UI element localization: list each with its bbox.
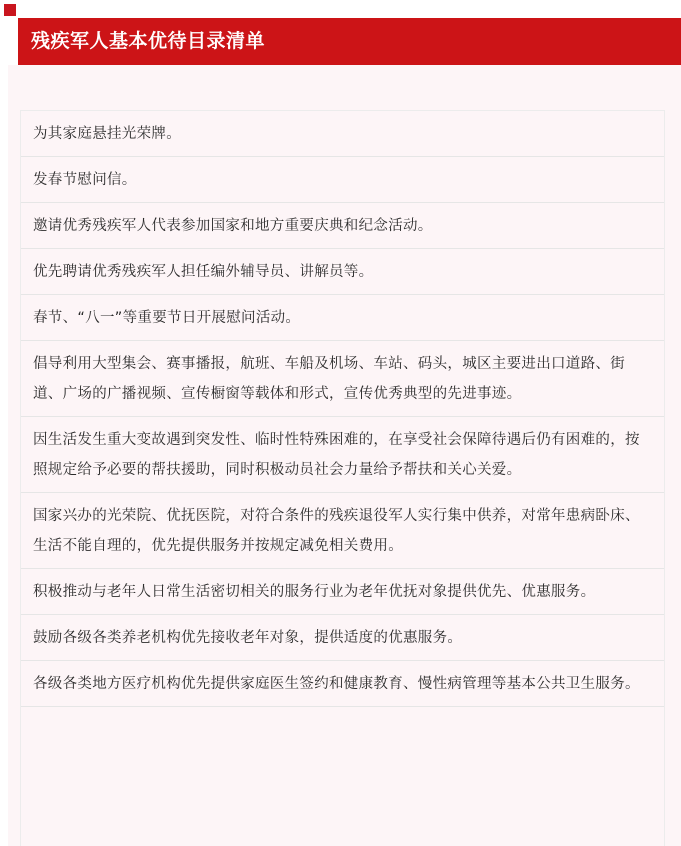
list-item: 为其家庭悬挂光荣牌。 [21, 111, 664, 157]
list-item: 各级各类地方医疗机构优先提供家庭医生签约和健康教育、慢性病管理等基本公共卫生服务。 [21, 661, 664, 707]
section-title: 残疾军人基本优待目录清单 [31, 30, 266, 52]
list-item: 积极推动与老年人日常生活密切相关的服务行业为老年优抚对象提供优先、优惠服务。 [21, 569, 664, 615]
list-item: 倡导利用大型集会、赛事播报，航班、车船及机场、车站、码头，城区主要进出口道路、街道、广场的广播视频、宣传橱窗等载体和形式，宣传优秀典型的先进事迹。 [21, 341, 664, 417]
corner-accent-square [4, 4, 16, 16]
list-item: 国家兴办的光荣院、优抚医院，对符合条件的残疾退役军人实行集中供养，对常年患病卧床、生活不能自理的，优先提供服务并按规定减免相关费用。 [21, 493, 664, 569]
list-item: 鼓励各级各类养老机构优先接收老年对象，提供适度的优惠服务。 [21, 615, 664, 661]
list-item: 优先聘请优秀残疾军人担任编外辅导员、讲解员等。 [21, 249, 664, 295]
section-header [18, 18, 681, 65]
list-item: 邀请优秀残疾军人代表参加国家和地方重要庆典和纪念活动。 [21, 203, 664, 249]
list-item: 春节、“八一”等重要节日开展慰问活动。 [21, 295, 664, 341]
list-item: 发春节慰问信。 [21, 157, 664, 203]
list-item: 因生活发生重大变故遇到突发性、临时性特殊困难的，在享受社会保障待遇后仍有困难的，按照规定给予必要的帮扶援助，同时积极动员社会力量给予帮扶和关心关爱。 [21, 417, 664, 493]
benefits-list [20, 110, 665, 846]
